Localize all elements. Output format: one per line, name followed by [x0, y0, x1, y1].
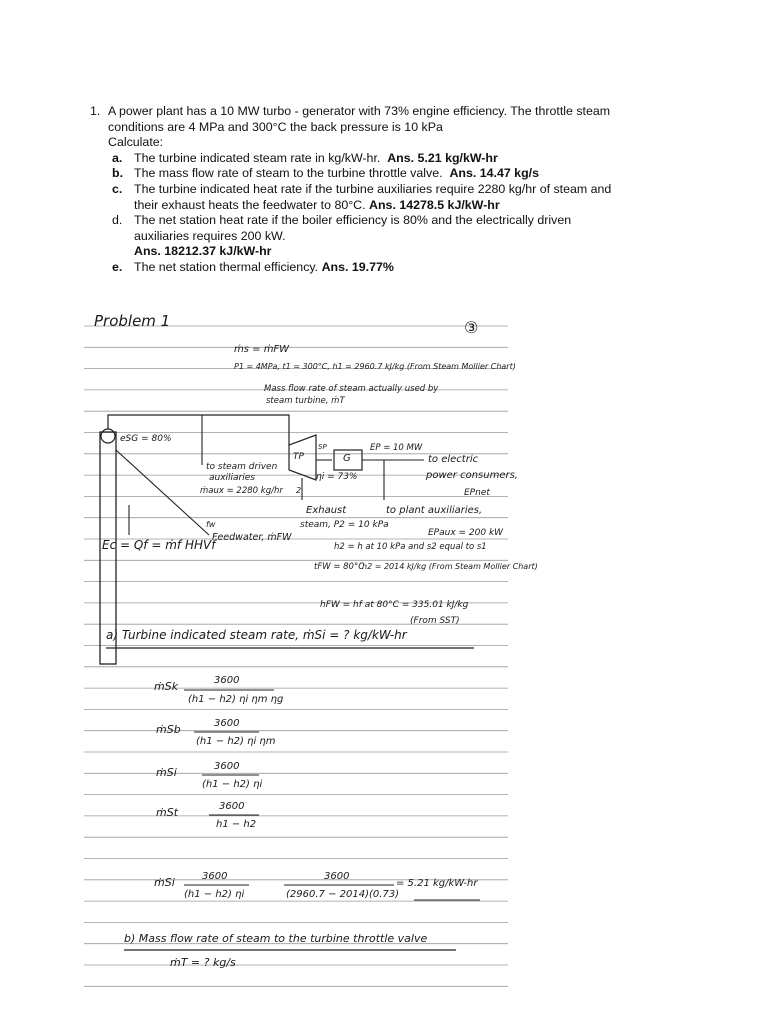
- numerator: 3600: [214, 675, 240, 686]
- msk-label: ṁSk: [154, 680, 179, 693]
- eta-i: ηi = 73%: [316, 472, 358, 482]
- part-text: The mass flow rate of steam to the turbine throttle valve.: [134, 166, 443, 181]
- boiler-symbol: [101, 429, 115, 443]
- denominator-k: (h1 − h2) ηi ηm ηg: [188, 694, 284, 705]
- part-b: [90, 166, 690, 182]
- h2-value: h2 = 2014 kJ/kg (From Steam Mollier Chart): [362, 562, 538, 571]
- problem-number: 1.: [90, 104, 101, 118]
- denominator-t: h1 − h2: [216, 819, 257, 830]
- aux-1: to steam driven: [206, 462, 278, 472]
- part-label: c.: [112, 181, 123, 196]
- numerator: 3600: [214, 718, 240, 729]
- feedwater-line: [116, 450, 209, 535]
- feedwater-label: Feedwater, ṁFW: [212, 532, 292, 543]
- sp-label: SP: [318, 443, 327, 451]
- msb-label: ṁSb: [156, 723, 181, 736]
- turbine-label: TP: [293, 452, 304, 462]
- part-label: e.: [112, 259, 123, 274]
- part-label: b.: [112, 166, 124, 181]
- problem-intro-line1: A power plant has a 10 MW turbo - generator with 73% engine efficiency. The throttle steam: [108, 104, 611, 118]
- part-c: [90, 182, 690, 213]
- part-e: [90, 260, 690, 276]
- problem-statement: [90, 104, 690, 276]
- from-sst: (From SST): [410, 616, 460, 626]
- part-label: a.: [112, 150, 123, 165]
- denominator-i: (h1 − h2) ηi: [202, 779, 263, 790]
- numerator: 3600: [214, 761, 240, 772]
- denominator-b: (h1 − h2) ηi ηm: [196, 736, 276, 747]
- part-answer: Ans. 14278.5 kJ/kW-hr: [369, 197, 500, 212]
- part-text-line1: The turbine indicated heat rate if the turbine auxiliaries require 2280 kg/hr of steam and: [134, 181, 612, 196]
- calc-denominator-1: (h1 − h2) ηi: [184, 889, 245, 900]
- part-label: d.: [112, 213, 123, 228]
- part-text-line1: The net station heat rate if the boiler efficiency is 80% and the electrically driven: [134, 213, 572, 228]
- aux-mass-flow: ṁaux = 2280 kg/hr: [200, 486, 283, 496]
- ep-net: EPnet: [464, 488, 490, 498]
- result-value: = 5.21 kg/kW-hr: [396, 878, 478, 889]
- ep-label: EP = 10 MW: [370, 443, 423, 453]
- mass-equality: ṁs = ṁFW: [234, 344, 290, 355]
- aux-2: auxiliaries: [209, 473, 255, 483]
- numerator: 3600: [324, 871, 350, 882]
- part-answer: Ans. 5.21 kg/kW-hr: [387, 150, 498, 165]
- numerator: 3600: [202, 871, 228, 882]
- calculate-label: Calculate:: [108, 135, 164, 150]
- boiler-efficiency: eSG = 80%: [120, 434, 172, 444]
- handwritten-title: Problem 1: [94, 312, 171, 330]
- ep-aux: EPaux = 200 kW: [428, 528, 504, 538]
- part-answer: Ans. 19.77%: [321, 259, 394, 274]
- exhaust-2: steam, P2 = 10 kPa: [300, 520, 389, 530]
- handwritten-solution-page: [84, 300, 538, 994]
- mass-flow-note-1: Mass flow rate of steam actually used by: [264, 384, 439, 394]
- numerator: 3600: [219, 801, 245, 812]
- mass-flow-unknown: ṁT = ? kg/s: [170, 956, 236, 969]
- part-answer: Ans. 14.47 kg/s: [449, 166, 539, 181]
- generator-label: G: [343, 453, 351, 464]
- part-answer: Ans. 18212.37 kJ/kW-hr: [134, 244, 272, 259]
- h2-definition: h2 = h at 10 kPa and s2 equal to s1: [334, 542, 487, 552]
- electric-1: to electric: [428, 454, 479, 465]
- fuel-energy-eq: Ec = Qf = ṁf HHVf: [102, 538, 216, 552]
- mass-flow-note-2: steam turbine, ṁT: [266, 396, 345, 406]
- msi-calc-label: ṁSi: [154, 876, 175, 889]
- part-text-line2: their exhaust heats the feedwater to 80°C.: [134, 197, 366, 212]
- calc-denominator-2: (2960.7 − 2014)(0.73): [286, 889, 400, 900]
- part-d: [90, 213, 690, 260]
- part-text: The turbine indicated steam rate in kg/kW-hr.: [134, 150, 381, 165]
- state-2: 2: [296, 486, 302, 495]
- state-1: P1 = 4MPa, t1 = 300°C, h1 = 2960.7 kJ/kg (From Steam Mollier Chart): [234, 362, 516, 371]
- t-fw: tFW = 80°C: [314, 562, 365, 572]
- electric-2: power consumers,: [426, 470, 518, 481]
- page-number-mark: ③: [464, 318, 479, 337]
- part-text-line2: auxiliaries requires 200 kW.: [134, 228, 286, 243]
- part-b-heading: b) Mass flow rate of steam to the turbine throttle valve: [124, 932, 428, 945]
- exhaust-1: Exhaust: [306, 505, 347, 516]
- mst-label: ṁSt: [156, 806, 179, 819]
- part-a-heading: a) Turbine indicated steam rate, ṁSi = ? kg/kW-hr: [106, 628, 407, 642]
- plant-aux: to plant auxiliaries,: [386, 505, 483, 516]
- problem-intro-line2: conditions are 4 MPa and 300°C the back pressure is 10 kPa: [108, 119, 443, 134]
- fw-label: fw: [206, 520, 216, 529]
- msi-label: ṁSi: [156, 766, 177, 779]
- hfw-value: hFW = hf at 80°C = 335.01 kJ/kg: [320, 600, 469, 610]
- part-a: [90, 151, 690, 167]
- part-text: The net station thermal efficiency.: [134, 259, 319, 274]
